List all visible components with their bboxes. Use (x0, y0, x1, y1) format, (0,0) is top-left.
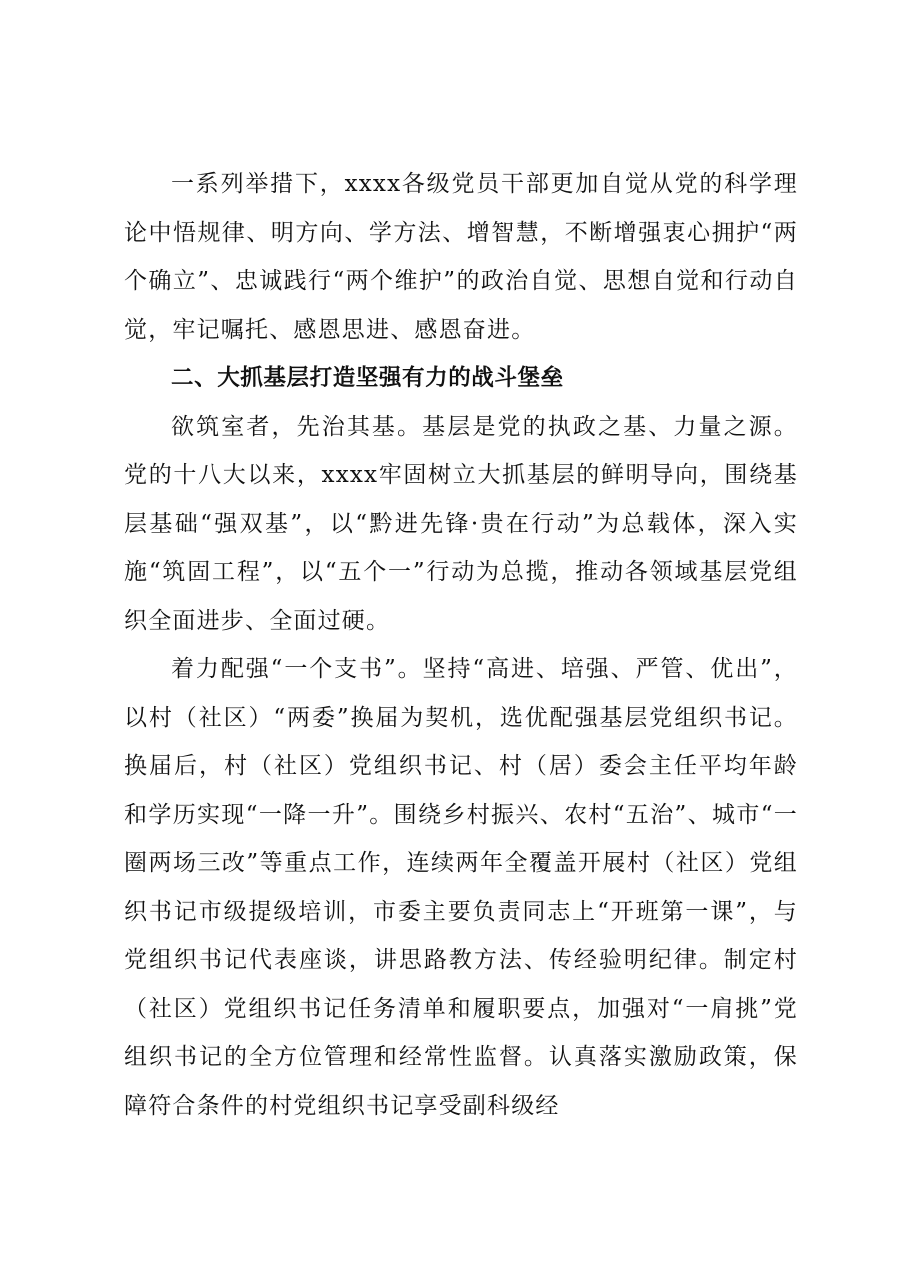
document-page (124, 160, 798, 1130)
body-paragraph: 着力配强“一个支书”。坚持“高进、培强、严管、优出”，以村（社区）“两委”换届为契机，选优配强基层党组织书记。换届后，村（社区）党组织书记、村（居）委会主任平均年龄和学历实现“一降一升”。围绕乡村振兴、农村“五治”、城市“一圈两场三改”等重点工作，连续两年全覆盖开展村（社区）党组织书记市级提级培训，市委主要负责同志上“开班第一课”，与党组织书记代表座谈，讲思路教方法、传经验明纪律。制定村（社区）党组织书记任务清单和履职要点，加强对“一肩挑”党组织书记的全方位管理和经常性监督。认真落实激励政策，保障符合条件的村党组织书记享受副科级经 (124, 656, 798, 1119)
body-paragraph: 一系列举措下，xxxx各级党员干部更加自觉从党的科学理论中悟规律、明方向、学方法、增智慧，不断增强衷心拥护“两个确立”、忠诚践行“两个维护”的政治自觉、思想自觉和行动自觉，牢记嘱托、感恩思进、感恩奋进。 (124, 171, 798, 343)
body-paragraph: 欲筑室者，先治其基。基层是党的执政之基、力量之源。党的十八大以来，xxxx牢固树立大抓基层的鲜明导向，围绕基层基础“强双基”，以“黔进先锋·贵在行动”为总载体，深入实施“筑固工程”，以“五个一”行动为总揽，推动各领域基层党组织全面进步、全面过硬。 (124, 413, 798, 634)
section-heading: 二、大抓基层打造坚强有力的战斗堡垒 (171, 365, 564, 391)
